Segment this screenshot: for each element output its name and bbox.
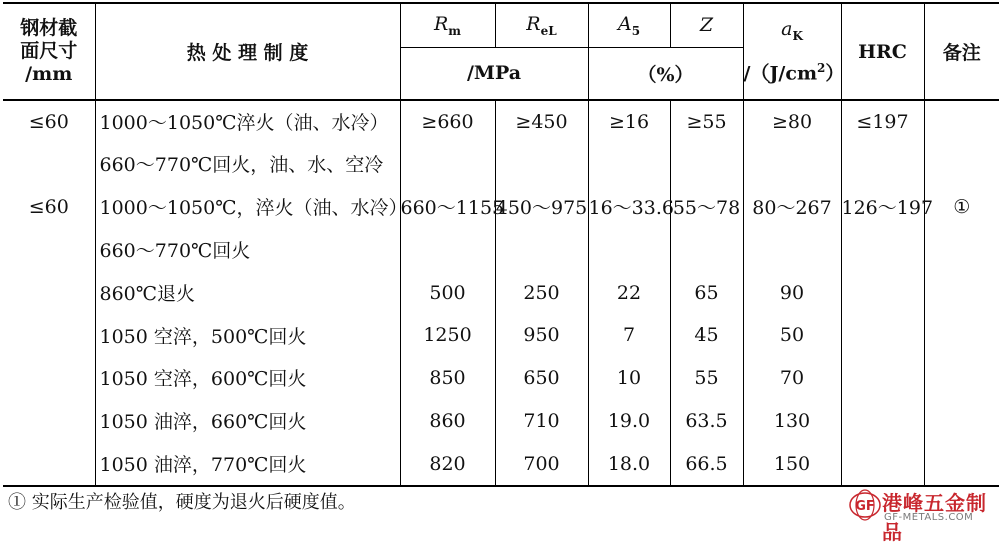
cell-a5: 18.0 [588,442,670,486]
cell-size [3,356,95,399]
cell-z: 65 [670,271,743,314]
header-z-symbol: Z [699,14,714,37]
cell-remark [924,399,999,442]
cell-remark [924,356,999,399]
header-rel-symbol: R [526,12,541,35]
header-row-1 [3,3,999,47]
cell-a5 [588,142,670,185]
cell-hrc [841,142,924,185]
table-row [3,442,999,486]
cell-a5 [588,228,670,271]
cell-remark [924,271,999,314]
cell-ak: 50 [743,314,841,356]
cell-hrc [841,314,924,356]
cell-ak: 130 [743,399,841,442]
cell-size: ≤60 [28,110,69,133]
cell-hrc [841,356,924,399]
footnote: ① 实际生产检验值，硬度为退火后硬度值。 [8,492,356,513]
cell-z: 66.5 [670,442,743,486]
header-rm-symbol: R [433,12,449,35]
cell-treatment: 1050 油淬，770℃回火 [95,442,400,486]
cell-ak: 150 [743,442,841,486]
cell-remark: ① [924,185,999,228]
cell-a5: 7 [588,314,670,356]
header-size [3,3,95,100]
cell-treatment: 1050 油淬，660℃回火 [95,399,400,442]
cell-rm: 860 [400,399,495,442]
header-a5 [588,3,670,47]
cell-z: 55 [670,356,743,399]
cell-remark [924,228,999,271]
cell-a5: 22 [588,271,670,314]
header-size-line-3: /mm [25,63,73,85]
header-ak-unit-post: ） [825,62,845,85]
table-row [3,314,999,356]
cell-treatment: 1050 空淬，600℃回火 [95,356,400,399]
cell-hrc: ≤197 [841,100,924,142]
cell-z: 63.5 [670,399,743,442]
cell-treatment: 860℃退火 [95,271,400,314]
header-ak-unit-pre: /（J/cm [743,62,818,85]
cell-ak: ≥80 [743,100,841,142]
gf-logo-icon [848,488,882,522]
header-unit-mpa: /MPa [400,47,588,100]
cell-remark [924,142,999,185]
header-rel [495,3,588,47]
cell-hrc [841,228,924,271]
cell-size: ≤60 [28,195,69,218]
cell-rm: 660～1155 [400,185,495,228]
header-rm [400,3,495,47]
header-size-line-1: 钢材截 [20,17,78,39]
header-ak-unit-sup: 2 [817,61,826,76]
cell-rel [495,228,588,271]
table-row [3,356,999,399]
cell-rm: ≥660 [400,100,495,142]
cell-z: ≥55 [670,100,743,142]
cell-rel: 950 [495,314,588,356]
header-a5-symbol: A [617,12,632,35]
cell-ak: 90 [743,271,841,314]
header-ak-sub: K [792,29,803,44]
cell-rel: 250 [495,271,588,314]
cell-ak: 80～267 [743,185,841,228]
cell-remark [924,100,999,142]
cell-treatment: 1000～1050℃，淬火（油、水冷） [95,185,400,228]
header-size-line-2: 面尺寸 [20,40,78,62]
cell-size [3,142,95,185]
header-unit-pct: （%） [588,47,743,100]
cell-z: 45 [670,314,743,356]
cell-a5: 16～33.6 [588,185,670,228]
table-row [3,399,999,442]
cell-hrc: 126～197 [841,185,924,228]
header-rel-sub: eL [540,23,557,38]
watermark-name: 港峰五金制品 [882,491,987,544]
cell-treatment: 660～770℃回火 [95,228,400,271]
cell-rel: ≥450 [495,100,588,142]
cell-hrc [841,442,924,486]
table-row [3,228,999,271]
header-ak [743,3,845,100]
cell-a5: ≥16 [588,100,670,142]
table-row [3,142,999,185]
cell-ak [743,228,841,271]
cell-ak [743,142,841,185]
header-rm-sub: m [448,23,461,38]
cell-a5: 10 [588,356,670,399]
header-treatment: 热 处 理 制 度 [95,3,400,100]
cell-rel: 710 [495,399,588,442]
cell-rel: 450～975 [495,185,588,228]
watermark-logo-text: GF [855,499,875,514]
cell-size [3,399,95,442]
header-z [670,3,743,47]
cell-hrc [841,399,924,442]
cell-rm [400,142,495,185]
cell-treatment: 660～770℃回火，油、水、空冷 [95,142,400,185]
cell-rm [400,228,495,271]
cell-rm: 500 [400,271,495,314]
header-a5-sub: 5 [631,23,641,38]
cell-remark [924,314,999,356]
cell-remark [924,442,999,486]
header-ak-symbol-line [744,13,841,52]
cell-z [670,142,743,185]
header-remark: 备注 [924,3,999,100]
watermark-url: GF-METALS.COM [884,512,974,523]
header-ak-unit [743,52,845,89]
header-hrc: HRC [841,3,924,100]
cell-hrc [841,271,924,314]
cell-treatment: 1000～1050℃淬火（油、水冷） [95,100,400,142]
mechanical-properties-table [3,2,999,487]
cell-z: 55～78 [670,185,743,228]
table-row [3,185,999,228]
cell-size [3,271,95,314]
cell-size [3,442,95,486]
cell-rm: 820 [400,442,495,486]
table-row [3,100,999,142]
watermark [848,486,998,544]
cell-ak: 70 [743,356,841,399]
cell-size [3,314,95,356]
cell-rm: 850 [400,356,495,399]
cell-treatment: 1050 空淬，500℃回火 [95,314,400,356]
cell-a5: 19.0 [588,399,670,442]
cell-rel: 650 [495,356,588,399]
table-row [3,271,999,314]
cell-rel [495,142,588,185]
cell-size [3,228,95,271]
cell-rel: 700 [495,442,588,486]
cell-z [670,228,743,271]
header-ak-symbol: a [781,18,793,41]
cell-rm: 1250 [400,314,495,356]
